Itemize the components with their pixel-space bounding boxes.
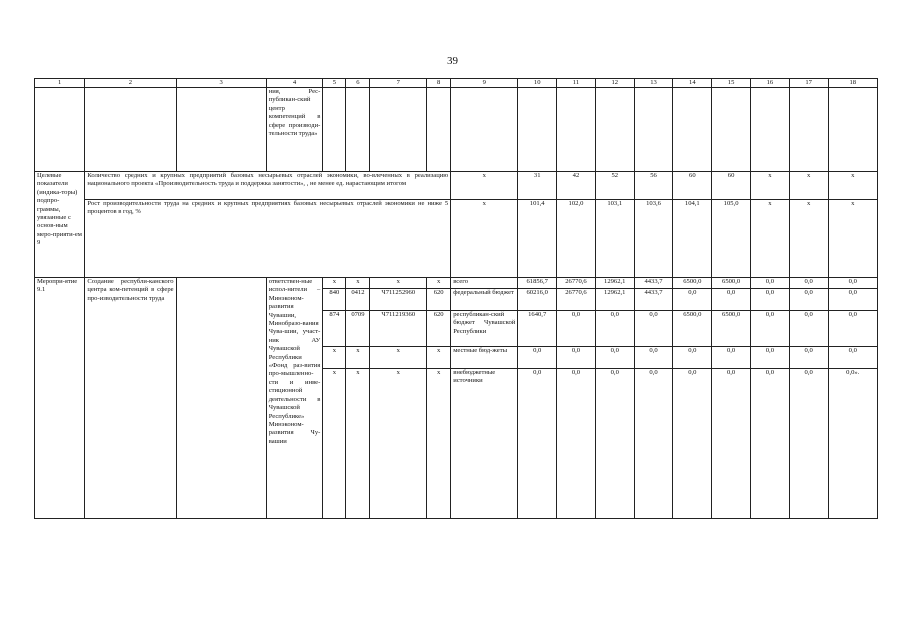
code-cell: x: [323, 347, 346, 369]
program-table: [34, 78, 878, 519]
code-cell: x: [323, 369, 346, 519]
funding-source: местные бюд-жеты: [451, 347, 518, 369]
target-value: 60: [712, 172, 751, 200]
target-row: [35, 172, 878, 200]
funding-value: 12962,1: [595, 278, 634, 289]
target-value: 105,0: [712, 200, 751, 278]
funding-value: 0,0: [828, 311, 877, 347]
code-cell: x: [370, 369, 427, 519]
code-cell: x: [427, 278, 451, 289]
column-header: 9: [451, 79, 518, 88]
funding-value: 0,0: [518, 369, 557, 519]
funding-value: 6500,0: [712, 311, 751, 347]
code-cell: x: [346, 278, 370, 289]
funding-value: 0,0: [634, 311, 673, 347]
target-value: x: [750, 200, 789, 278]
funding-value: 4433,7: [634, 278, 673, 289]
column-header: 11: [557, 79, 596, 88]
funding-value: 0,0: [634, 347, 673, 369]
column-header: 13: [634, 79, 673, 88]
continuation-row: [35, 88, 878, 172]
target-value: x: [750, 172, 789, 200]
code-cell: x: [346, 369, 370, 519]
funding-value: 0,0: [750, 289, 789, 311]
target-cell: x: [451, 200, 518, 278]
target-value: x: [828, 200, 877, 278]
code-cell: x: [370, 278, 427, 289]
funding-value: 0,0: [595, 347, 634, 369]
column-header: 5: [323, 79, 346, 88]
funding-value: 0,0: [750, 311, 789, 347]
funding-value: 0,0: [557, 347, 596, 369]
code-cell: 0709: [346, 311, 370, 347]
column-header: 1: [35, 79, 85, 88]
column-header: 2: [85, 79, 176, 88]
column-header: 16: [750, 79, 789, 88]
funding-value: 0,0: [634, 369, 673, 519]
funding-value: 0,0: [750, 369, 789, 519]
code-cell: 620: [427, 311, 451, 347]
code-cell: 620: [427, 289, 451, 311]
funding-value: 0,0: [789, 311, 828, 347]
target-value: 104,1: [673, 200, 712, 278]
code-cell: x: [427, 369, 451, 519]
column-header: 7: [370, 79, 427, 88]
column-header: 4: [266, 79, 323, 88]
target-value: 101,4: [518, 200, 557, 278]
funding-value: 0,0: [673, 347, 712, 369]
code-cell: 840: [323, 289, 346, 311]
code-cell: x: [323, 278, 346, 289]
code-cell: 874: [323, 311, 346, 347]
activity-body: [35, 278, 878, 519]
funding-value: 4433,7: [634, 289, 673, 311]
target-value: 42: [557, 172, 596, 200]
funding-source: республикан-ский бюджет Чувашской Республики: [451, 311, 518, 347]
column-header: 12: [595, 79, 634, 88]
target-value: x: [789, 172, 828, 200]
activity-empty: [176, 278, 266, 519]
funding-value: 0,0: [828, 278, 877, 289]
funding-value: 1640,7: [518, 311, 557, 347]
funding-value: 0,0: [712, 369, 751, 519]
target-text: Количество средних и крупных предприятий базовых несырьевых отраслей экономики, во-влеченных в реализацию национального проекта «Производительность труда и поддержка занятости», , не менее ед. нарастающим итогом: [85, 172, 451, 200]
column-header: 17: [789, 79, 828, 88]
funding-value: 0,0: [712, 289, 751, 311]
target-value: 102,0: [557, 200, 596, 278]
funding-value: 6500,0: [673, 311, 712, 347]
header-row: [35, 79, 878, 88]
column-header: 15: [712, 79, 751, 88]
funding-source: всего: [451, 278, 518, 289]
funding-value: 0,0: [557, 369, 596, 519]
funding-value: 0,0: [750, 347, 789, 369]
target-value: 31: [518, 172, 557, 200]
target-value: x: [828, 172, 877, 200]
column-header: 8: [427, 79, 451, 88]
funding-value: 0,0: [828, 347, 877, 369]
funding-value: 0,0: [673, 289, 712, 311]
target-value: x: [789, 200, 828, 278]
activity-row: [35, 278, 878, 289]
funding-value: 0,0: [789, 347, 828, 369]
code-cell: x: [427, 347, 451, 369]
funding-source: внебюджетные источники: [451, 369, 518, 519]
targets-label: Целевые показатели (индика-торы) подпро-граммы, увязанные с основ-ным меро-прияти-ем 9: [35, 172, 85, 278]
funding-value: 0,0: [518, 347, 557, 369]
target-value: 52: [595, 172, 634, 200]
funding-value: 0,0: [828, 289, 877, 311]
funding-value: 26770,6: [557, 278, 596, 289]
column-header: 18: [828, 79, 877, 88]
funding-value: 0,0: [595, 311, 634, 347]
target-cell: x: [451, 172, 518, 200]
code-cell: Ч711219360: [370, 311, 427, 347]
funding-value: 0,0: [557, 311, 596, 347]
code-cell: Ч711252960: [370, 289, 427, 311]
column-header: 10: [518, 79, 557, 88]
funding-value: 0,0».: [828, 369, 877, 519]
activity-name: Создание республи-канского центра ком-петенций в сфере про-изводительности труда: [85, 278, 176, 519]
target-value: 103,1: [595, 200, 634, 278]
target-value: 103,6: [634, 200, 673, 278]
funding-value: 12962,1: [595, 289, 634, 311]
page-number: 39: [447, 55, 458, 67]
target-value: 60: [673, 172, 712, 200]
code-cell: x: [370, 347, 427, 369]
funding-value: 0,0: [712, 347, 751, 369]
target-text: Рост производительности труда на средних и крупных предприятиях базовых несырьевых отраслей экономики не ниже 5 процентов в год, %: [85, 200, 451, 278]
funding-value: 0,0: [789, 278, 828, 289]
funding-source: федеральный бюджет: [451, 289, 518, 311]
target-value: 56: [634, 172, 673, 200]
activity-responsible: ответствен-ные испол-нители – Минэконом-развития Чувашии, Минобразо-вания Чува-шии, участ-ник АУ Чувашской Республики «Фонд раз-вития про-мышленно-сти и инве-стиционной деятельности в Чувашской Республике» Минэконом-развития Чу-вашии: [266, 278, 323, 519]
column-header: 14: [673, 79, 712, 88]
funding-value: 26770,6: [557, 289, 596, 311]
funding-value: 0,0: [789, 369, 828, 519]
funding-value: 6500,0: [712, 278, 751, 289]
column-header: 6: [346, 79, 370, 88]
funding-value: 0,0: [789, 289, 828, 311]
cont-responsible: ния, Рес-публикан-ский центр компетенций в сфере производи-тельности труда»: [266, 88, 323, 172]
code-cell: 0412: [346, 289, 370, 311]
funding-value: 0,0: [595, 369, 634, 519]
funding-value: 0,0: [750, 278, 789, 289]
column-header: 3: [176, 79, 266, 88]
funding-value: 61856,7: [518, 278, 557, 289]
target-row: [35, 200, 878, 278]
activity-label: Меропри-ятие 9.1: [35, 278, 85, 519]
funding-value: 60216,0: [518, 289, 557, 311]
funding-value: 0,0: [673, 369, 712, 519]
funding-value: 6500,0: [673, 278, 712, 289]
code-cell: x: [346, 347, 370, 369]
